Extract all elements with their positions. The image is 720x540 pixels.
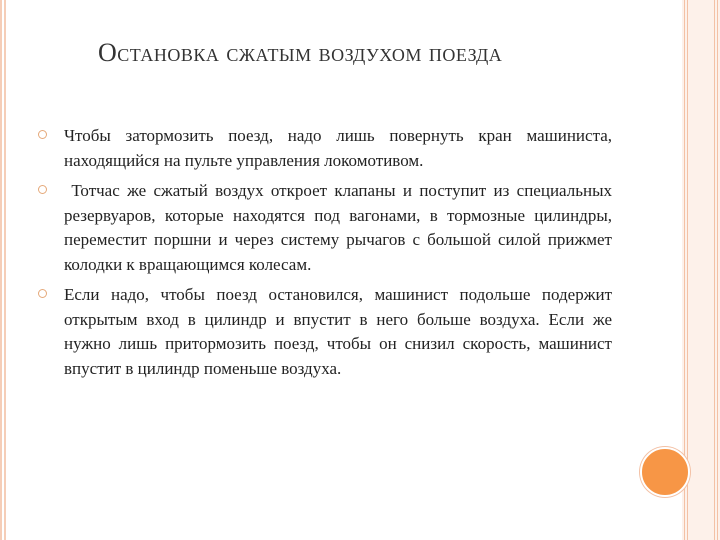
slide-title: Остановка сжатым воздухом поезда [98,38,503,67]
bullet-circle-icon [38,185,47,194]
bullet-item [38,124,612,173]
left-decorative-border [0,0,6,540]
bullet-text: Если надо, чтобы поезд остановился, машинист подольше подержит открытым вход в цилиндр и впустит в него больше воздуха. Если же нужно лишь притормозить поезд, чтобы он снизил скорость, машинист впустит в цилиндр поменьше воздуха. [64,285,612,378]
bullet-circle-icon [38,130,47,139]
bullet-text: Чтобы затормозить поезд, надо лишь повернуть кран машиниста, находящийся на пульте управления локомотивом. [64,126,612,170]
bullet-item [38,283,612,381]
bullet-item [38,179,612,277]
border-line [717,0,718,540]
bullet-circle-icon [38,289,47,298]
bullet-text: Тотчас же сжатый воздух откроет клапаны и поступит из специальных резервуаров, которые находятся под вагонами, в тормозные цилиндры, переместит поршни и через систему рычагов с большой силой прижмет колодки к вращающимся колесам. [64,181,612,274]
border-line [714,0,715,540]
right-decorative-border [682,0,720,540]
border-line [687,0,688,540]
slide-body [38,124,612,387]
decorative-circle [640,447,690,497]
